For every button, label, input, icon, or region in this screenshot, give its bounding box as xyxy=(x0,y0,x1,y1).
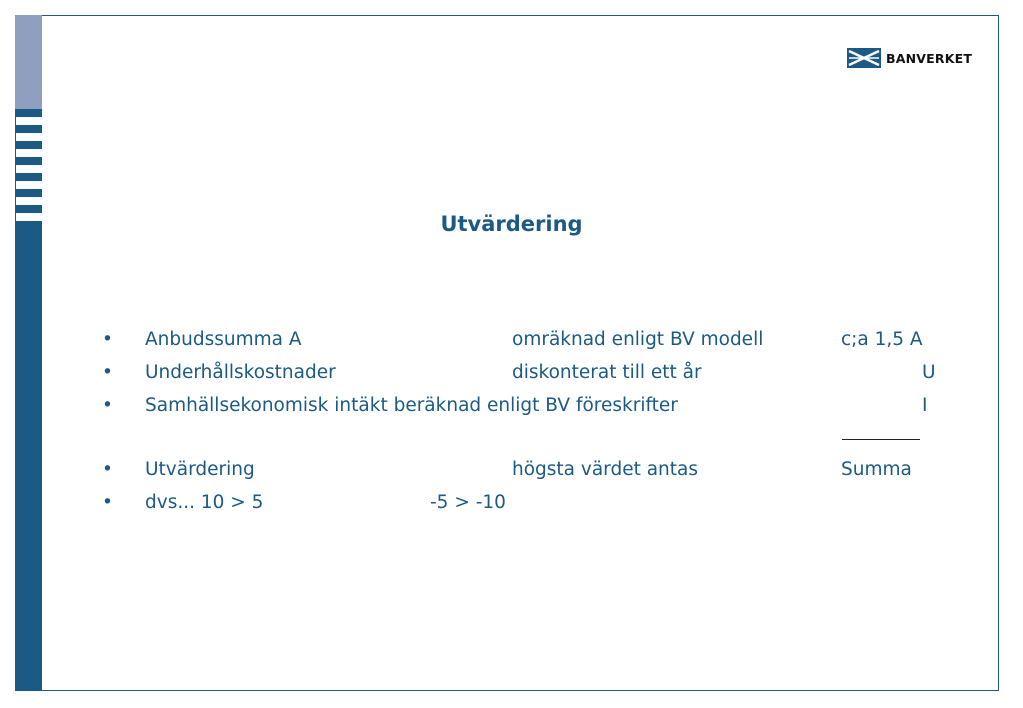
bullet-icon: • xyxy=(102,395,113,416)
bullet-icon: • xyxy=(102,459,113,480)
item-description: -5 > -10 xyxy=(430,492,506,513)
side-bar-stripe xyxy=(15,109,42,117)
sum-underline xyxy=(842,439,920,440)
side-bar-bottom-block xyxy=(15,221,42,691)
list-item xyxy=(0,360,1023,386)
slide-title: Utvärdering xyxy=(440,212,583,236)
side-bar-stripe xyxy=(15,189,42,197)
side-bar-stripe xyxy=(15,141,42,149)
list-item xyxy=(0,457,1023,483)
side-bar-stripe xyxy=(15,157,42,165)
item-description: diskonterat till ett år xyxy=(512,362,702,383)
bullet-icon: • xyxy=(102,362,113,383)
banverket-logo xyxy=(847,48,972,68)
item-label: Samhällsekonomisk intäkt beräknad enligt BV föreskrifter xyxy=(145,395,678,416)
item-label: Underhållskostnader xyxy=(145,362,336,383)
item-description: högsta värdet antas xyxy=(512,459,699,480)
side-bar-stripe xyxy=(15,125,42,133)
side-bar-top-block xyxy=(15,15,42,109)
list-item xyxy=(0,490,1023,516)
item-symbol: I xyxy=(922,395,928,416)
logo-text: BANVERKET xyxy=(886,50,973,66)
bullet-icon: • xyxy=(102,329,113,350)
item-label: Utvärdering xyxy=(145,459,255,480)
item-value: Summa xyxy=(841,459,912,480)
item-symbol: U xyxy=(922,362,936,383)
list-item xyxy=(0,327,1023,353)
side-bar-stripe xyxy=(15,173,42,181)
side-decoration-bar xyxy=(15,15,42,691)
item-description: omräknad enligt BV modell xyxy=(512,329,764,350)
slide-frame xyxy=(15,15,999,691)
item-value: c;a 1,5 A xyxy=(841,329,923,350)
banverket-logo-icon xyxy=(847,48,881,68)
list-item xyxy=(0,393,1023,419)
item-label: dvs... 10 > 5 xyxy=(145,492,264,513)
bullet-icon: • xyxy=(102,492,113,513)
item-label: Anbudssumma A xyxy=(145,329,302,350)
